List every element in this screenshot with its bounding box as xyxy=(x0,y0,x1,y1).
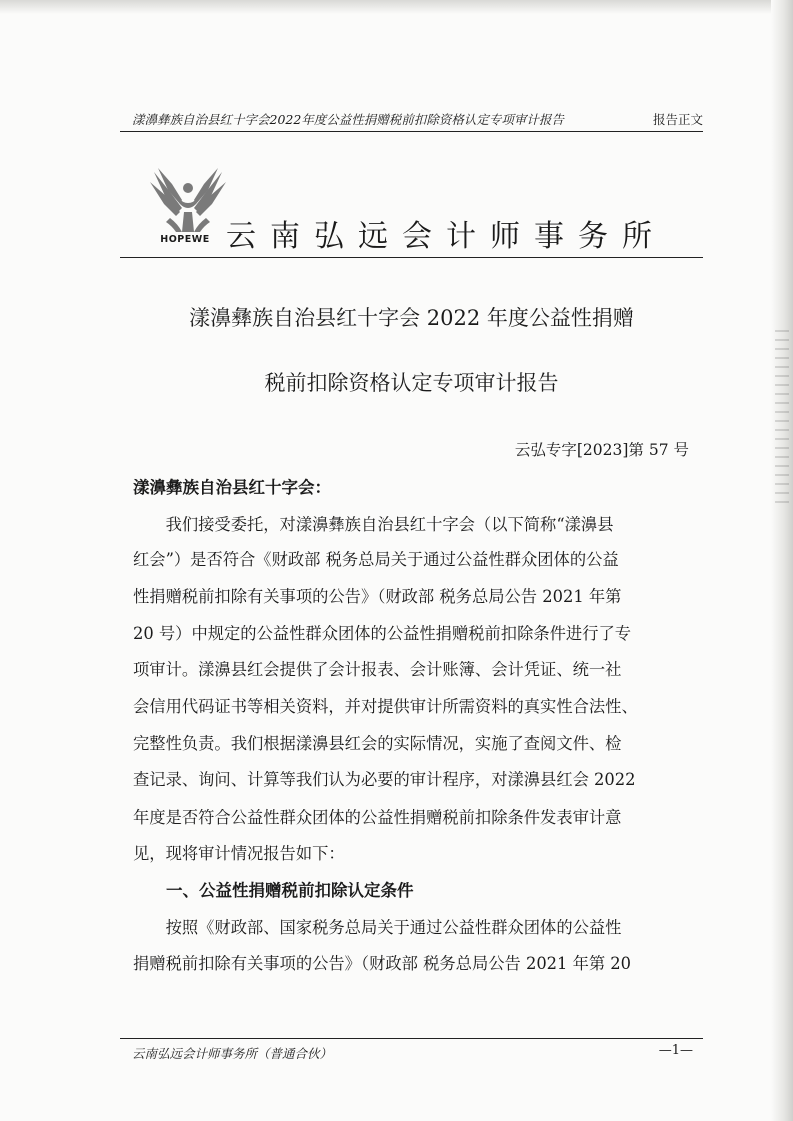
scan-shadow-right xyxy=(771,0,793,1121)
addressee: 漾濞彝族自治县红十字会： xyxy=(133,478,331,497)
body-line: 会信用代码证书等相关资料，并对提供审计所需资料的真实性合法性、 xyxy=(133,697,638,716)
header-rule xyxy=(120,131,703,132)
body-line: 我们接受委托，对漾濞彝族自治县红十字会（以下简称“漾濞县 xyxy=(133,515,614,534)
page-number: —1— xyxy=(658,1043,693,1058)
body-line: 完整性负责。我们根据漾濞县红会的实际情况，实施了查阅文件、检 xyxy=(133,734,622,753)
body-line: 20 号）中规定的公益性群众团体的公益性捐赠税前扣除条件进行了专 xyxy=(133,624,632,643)
firm-name: 云南弘远会计师事务所 xyxy=(226,219,666,254)
footer-rule xyxy=(120,1038,703,1039)
footer-firm: 云南弘远会计师事务所（普通合伙） xyxy=(132,1046,333,1061)
report-title-line-2: 税前扣除资格认定专项审计报告 xyxy=(264,371,559,395)
scan-binding-marks xyxy=(775,330,789,510)
running-header xyxy=(132,110,703,130)
running-header-section: 报告正文 xyxy=(652,112,703,127)
document-number: 云弘专字[2023]第 57 号 xyxy=(514,441,689,459)
scan-shadow-top xyxy=(0,0,793,14)
body-line: 捐赠税前扣除有关事项的公告》（财政部 税务总局公告 2021 年第 20 xyxy=(133,954,632,973)
logo-wordmark: HOPEWE xyxy=(160,234,210,245)
body-line: 年度是否符合公益性群众团体的公益性捐赠税前扣除条件发表审计意 xyxy=(133,808,622,827)
body-line: 项审计。漾濞县红会提供了会计报表、会计账簿、会计凭证、统一社 xyxy=(133,660,622,679)
running-header-title: 漾濞彝族自治县红十字会2022年度公益性捐赠税前扣除资格认定专项审计报告 xyxy=(132,112,564,127)
report-title-line-1: 漾濞彝族自治县红十字会 2022 年度公益性捐赠 xyxy=(189,306,634,330)
body-line: 性捐赠税前扣除有关事项的公告》（财政部 税务总局公告 2021 年第 xyxy=(133,587,622,606)
hopewe-logo-icon xyxy=(148,168,228,242)
section-heading: 一、公益性捐赠税前扣除认定条件 xyxy=(166,881,414,900)
body-line: 按照《财政部、国家税务总局关于通过公益性群众团体的公益性 xyxy=(133,918,622,937)
firm-rule xyxy=(120,257,703,258)
body-line: 见，现将审计情况报告如下： xyxy=(133,844,345,863)
body-line: 红会”）是否符合《财政部 税务总局关于通过公益性群众团体的公益 xyxy=(133,550,619,569)
body-line: 查记录、询问、计算等我们认为必要的审计程序，对漾濞县红会 2022 xyxy=(133,770,636,789)
